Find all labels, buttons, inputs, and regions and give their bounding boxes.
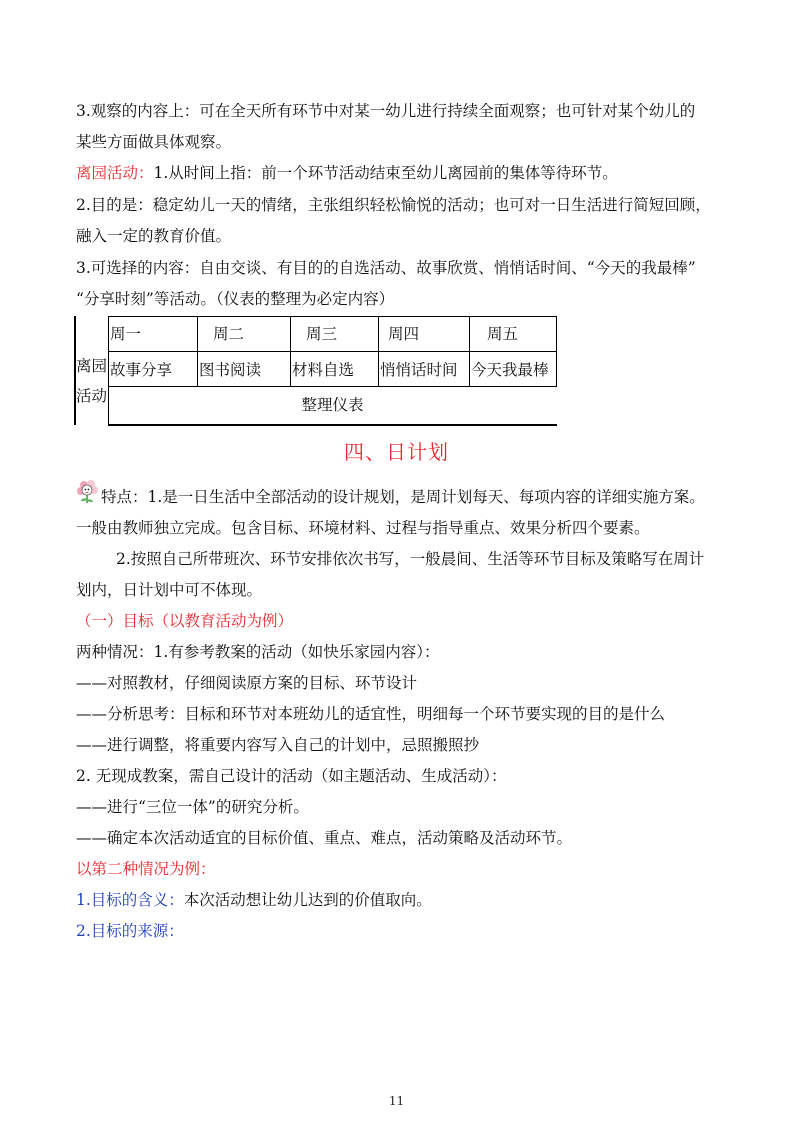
table-row-label: 活动 xyxy=(76,387,108,405)
table-header-day: 周四 xyxy=(388,325,420,343)
table-cell-activity: 图书阅读 xyxy=(199,361,262,379)
table-divider xyxy=(378,316,379,386)
goal-meaning xyxy=(76,890,432,910)
table-border-right xyxy=(556,316,557,386)
goal-meaning-text: 本次活动想让幼儿达到的价值取向。 xyxy=(183,891,432,909)
table-header-day: 周一 xyxy=(110,325,142,343)
feature-line-3: 2.按照自己所带班次、环节安排依次书写，一般晨间、生活等环节目标及策略写在周计 xyxy=(116,550,705,568)
case-line-2: ——对照教材，仔细阅读原方案的目标、环节设计 xyxy=(76,674,418,692)
table-divider xyxy=(197,316,198,386)
paragraph-optional-content-cont: “分享时刻”等活动。（仪表的整理为必定内容） xyxy=(76,290,395,308)
case-line-6: ——进行“三位一体”的研究分析。 xyxy=(76,798,309,816)
case-line-4: ——进行调整，将重要内容写入自己的计划中，忌照搬照抄 xyxy=(76,736,480,754)
goal-source-label: 2.目标的来源： xyxy=(76,922,184,940)
table-cell-activity: 材料自选 xyxy=(292,361,355,379)
table-divider xyxy=(290,316,291,386)
table-divider xyxy=(108,386,557,387)
case-line-5: 2. 无现成教案，需自己设计的活动（如主题活动、生成活动）： xyxy=(76,767,507,785)
leaving-activity-text: 1.从时间上指：前一个环节活动结束至幼儿离园前的集体等待环节。 xyxy=(153,164,618,182)
paragraph-observation-content: 3.观察的内容上：可在全天所有环节中对某一幼儿进行持续全面观察；也可针对某个幼儿的 xyxy=(76,102,696,120)
page-number: 11 xyxy=(388,1094,405,1108)
table-border-top xyxy=(108,316,557,317)
feature-line-1: 特点：1.是一日生活中全部活动的设计规划，是周计划每天、每项内容的详细实施方案。 xyxy=(101,488,705,506)
table-row-label: 离园 xyxy=(76,357,108,375)
table-cell-activity: 今天我最棒 xyxy=(471,361,549,379)
paragraph-purpose-cont: 融入一定的教育价值。 xyxy=(76,227,232,245)
paragraph-leaving-activity xyxy=(76,163,618,183)
table-divider xyxy=(469,316,470,386)
heading-goal: （一）目标（以教育活动为例） xyxy=(76,612,294,630)
case-line-3: ——分析思考：目标和环节对本班幼儿的适宜性，明细每一个环节要实现的目的是什么 xyxy=(76,705,666,723)
paragraph-purpose: 2.目的是：稳定幼儿一天的情绪，主张组织轻松愉悦的活动；也可对一日生活进行简短回顾， xyxy=(76,196,711,214)
table-border-bottom xyxy=(108,424,557,426)
section-title: 四、日计划 xyxy=(344,440,449,464)
feature-line-3-cont: 划内，日计划中可不体现。 xyxy=(76,581,263,599)
case-line-1: 两种情况：1.有参考教案的活动（如快乐家园内容）： xyxy=(76,643,440,661)
table-footer: 整理仪表 xyxy=(301,396,364,414)
table-header-day: 周五 xyxy=(487,325,519,343)
table-header-day: 周二 xyxy=(213,325,245,343)
paragraph-optional-content: 3.可选择的内容：自由交谈、有目的的自选活动、故事欣赏、悄悄话时间、“今天的我最棒” xyxy=(76,259,696,277)
table-header-day: 周三 xyxy=(306,325,338,343)
case-line-7: ——确定本次活动适宜的目标价值、重点、难点，活动策略及活动环节。 xyxy=(76,829,573,847)
paragraph-observation-content-cont: 某些方面做具体观察。 xyxy=(76,133,232,151)
heading-second-case: 以第二种情况为例： xyxy=(76,860,216,878)
table-cell-activity: 故事分享 xyxy=(110,361,173,379)
feature-line-2: 一般由教师独立完成。包含目标、环境材料、过程与指导重点、效果分析四个要素。 xyxy=(76,519,650,537)
table-divider xyxy=(108,351,557,352)
goal-meaning-label: 1.目标的含义： xyxy=(76,891,184,909)
flower-icon xyxy=(76,479,100,505)
table-cell-activity: 悄悄话时间 xyxy=(380,361,458,379)
leaving-activity-label: 离园活动： xyxy=(76,164,154,182)
